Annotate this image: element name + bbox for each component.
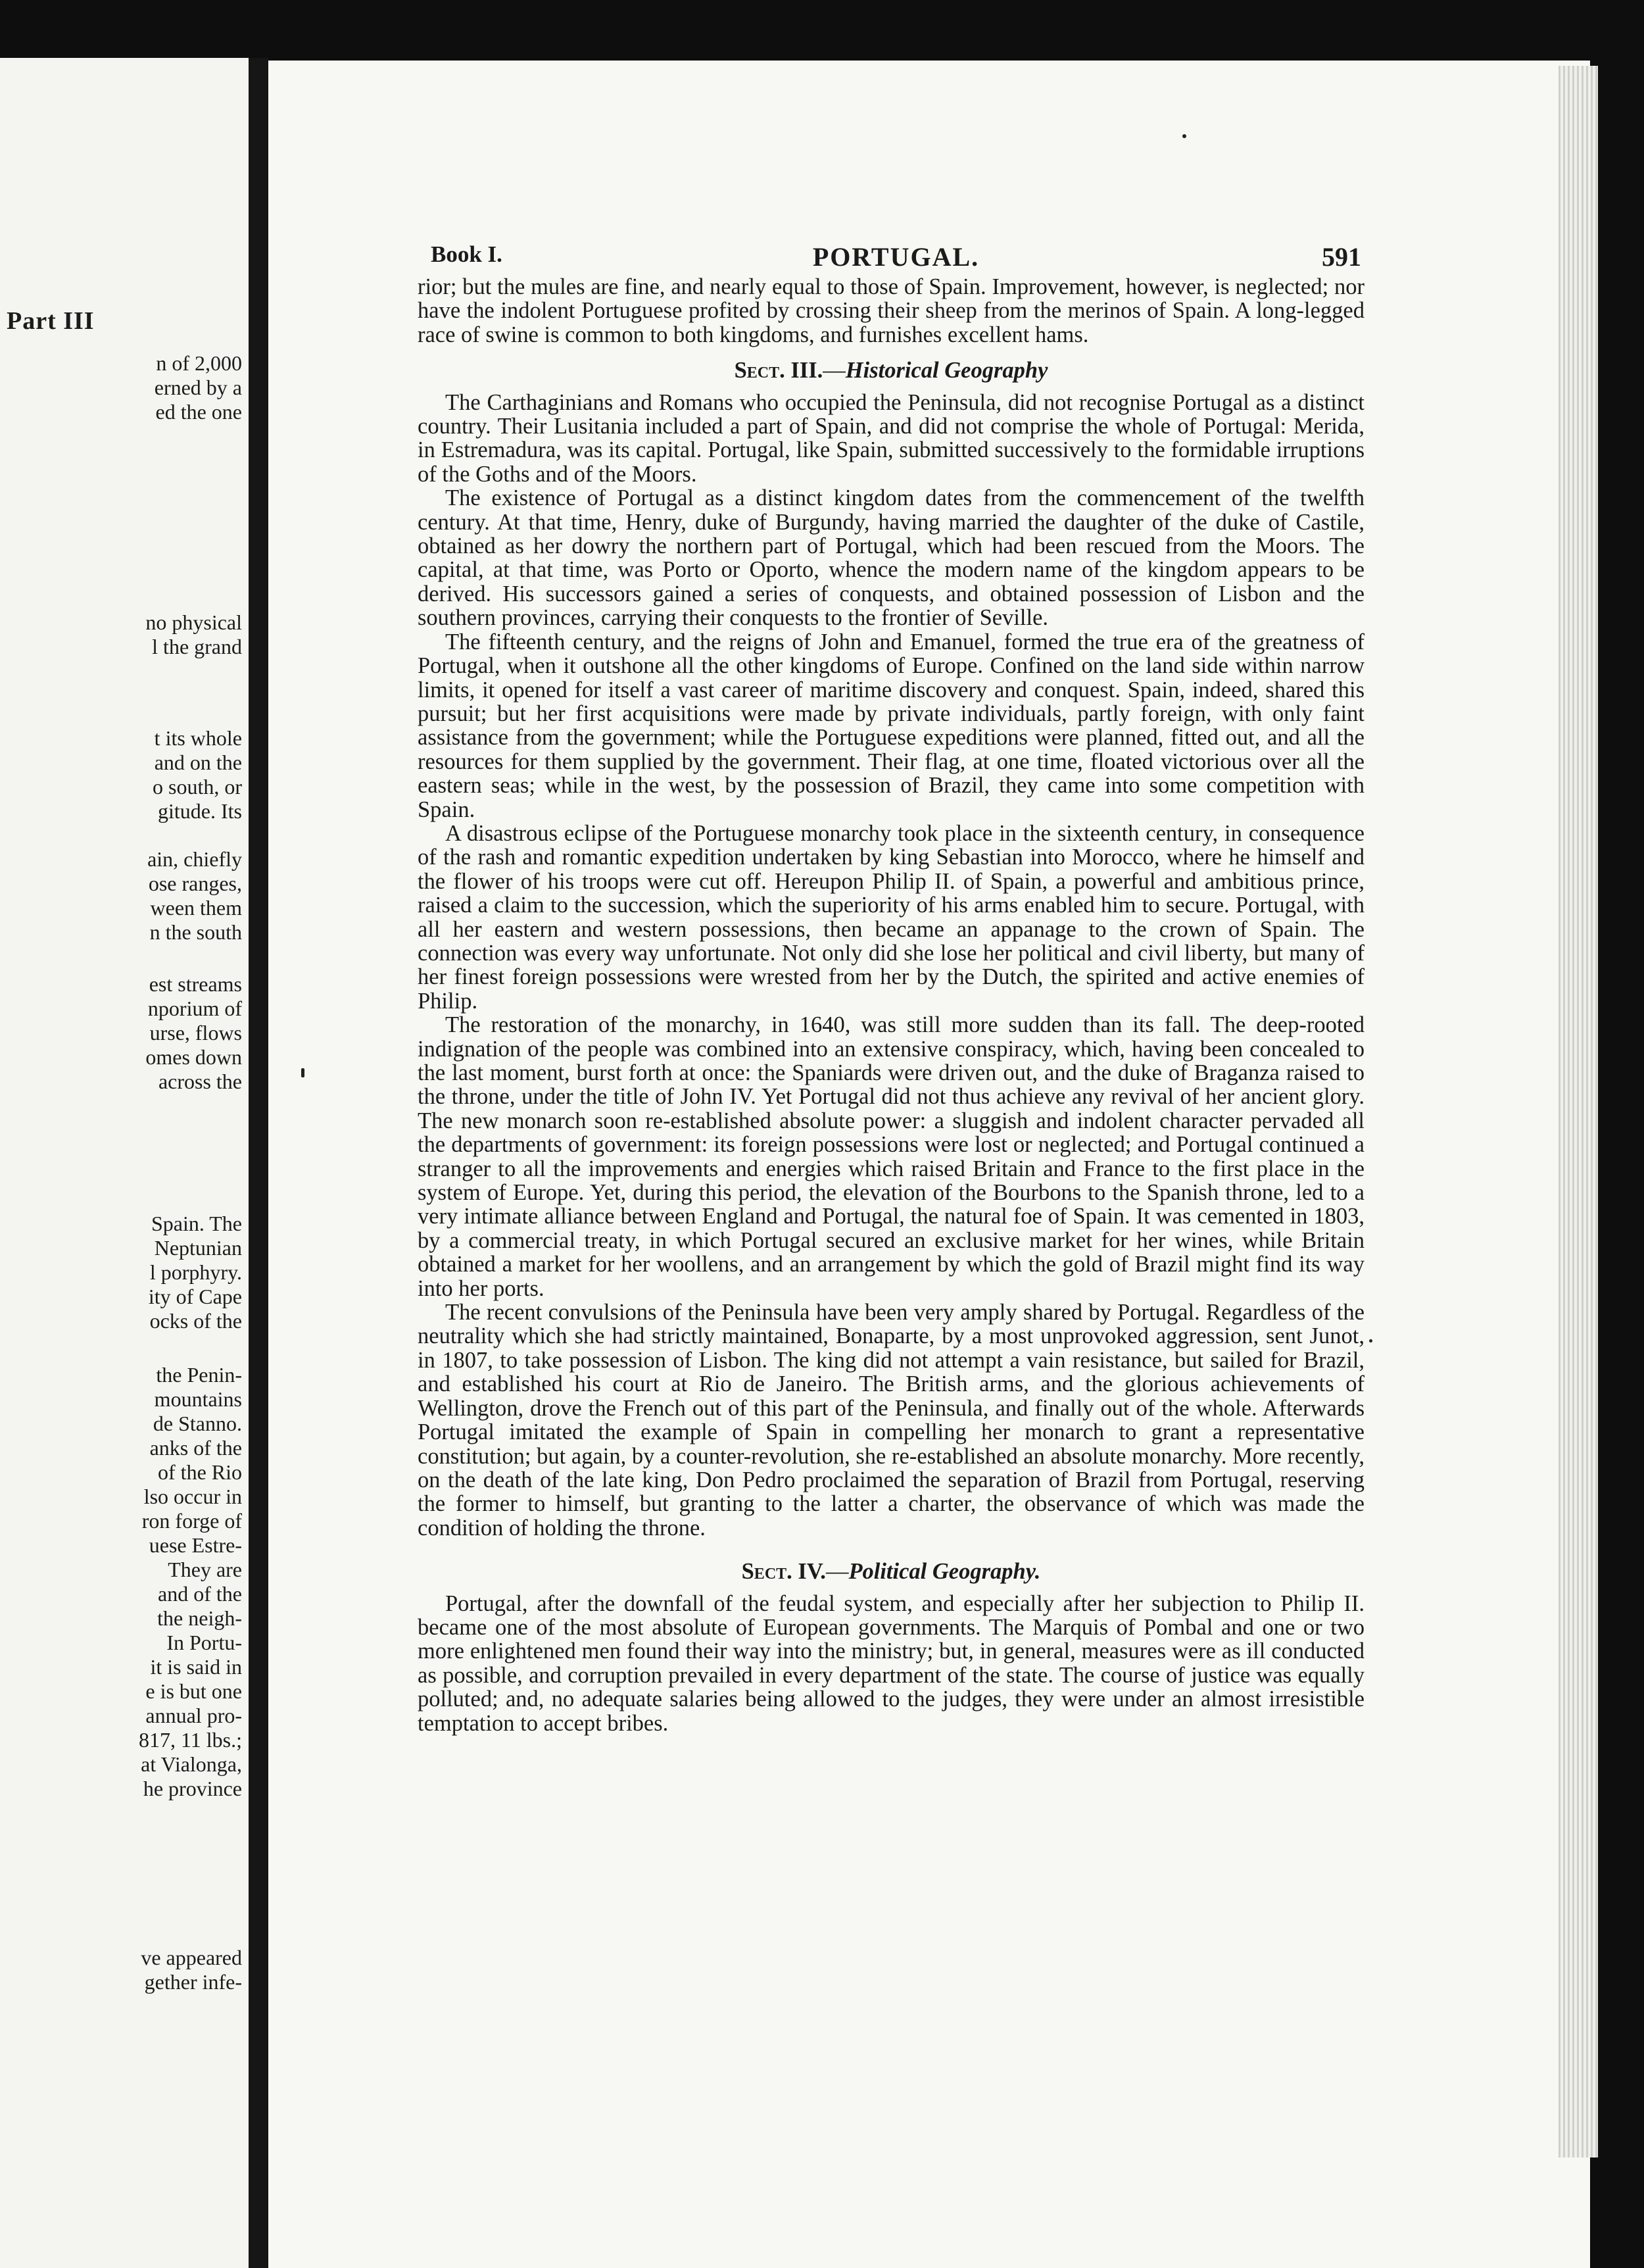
body-text — [418, 275, 1365, 1735]
section-heading: Sect. IV.—Political Geography. — [741, 1559, 1041, 1585]
section-label: Sect. III. — [734, 358, 823, 383]
paragraph: The Carthaginians and Romans who occupied the Peninsula, did not recognise Portugal as a distinct country. Their Lusitania included a part of Spain, and did not comprise the whole of Portugal: Merida, in Estremadura, was its capital. Portugal, like Spain, submitted successively to the formidable irruptions of the Goths and of the Moors. — [418, 389, 1365, 487]
text-fragment-block — [5, 610, 242, 659]
text-fragment-line: ity of Cape — [148, 1285, 242, 1308]
text-fragment-line: nporium of — [147, 997, 242, 1020]
text-fragment-line: gether infe- — [144, 1970, 242, 1994]
text-fragment-line: ocks of the — [149, 1309, 242, 1333]
text-fragment-line: ve appeared — [141, 1946, 242, 1969]
text-fragment-line: erned by a — [154, 376, 242, 399]
text-fragment-line: anks of the — [149, 1436, 242, 1460]
ink-speck — [1369, 1339, 1372, 1343]
text-fragment-line: They are — [168, 1558, 242, 1581]
book-gutter — [249, 58, 268, 2268]
text-fragment-line: est streams — [149, 972, 242, 996]
text-fragment-block — [5, 1363, 242, 1801]
text-fragment-line: it is said in — [150, 1655, 242, 1679]
text-fragment-line: 817, 11 lbs.; — [138, 1728, 242, 1752]
text-fragment-line: uese Estre- — [149, 1533, 242, 1557]
text-fragment-block — [5, 847, 242, 945]
text-fragment-line: Spain. The — [151, 1212, 242, 1235]
text-fragment-line: at Vialonga, — [141, 1752, 242, 1776]
paragraph: The existence of Portugal as a distinct kingdom dates from the commencement of the twelfth century. At that time, Henry, duke of Burgundy, having married the daughter of the duke of Castile, obtained as her dowry the northern part of Portugal, which had been rescued from the Moors. The capital, at that time, was Porto or Oporto, whence the modern name of the kingdom appears to be derived. His successors gained a series of conquests, and obtained possession of Lisbon and the southern provinces, carrying their conquests to the frontier of Seville. — [418, 485, 1365, 631]
text-fragment-line: he province — [143, 1777, 242, 1800]
text-fragment-line: the neigh- — [157, 1606, 242, 1630]
text-fragment-line: omes down — [145, 1045, 242, 1069]
text-fragment-line: urse, flows — [149, 1021, 242, 1045]
text-fragment-line: Neptunian — [154, 1236, 242, 1260]
text-fragment-line: across the — [158, 1070, 242, 1093]
text-fragment-line: and of the — [158, 1582, 242, 1606]
paragraph: Portugal, after the downfall of the feudal system, and especially after her subjection to Philip II. became one of the most absolute of European governments. The Marquis of Pombal and one or two more enlightened men found their way into the ministry; but, in general, measures were as ill conducted as possible, and corruption prevailed in every department of the state. The course of justice was equally polluted; and, no adequate salaries being allowed to the judges, they were under an almost irresistible temptation to accept bribes. — [418, 1590, 1365, 1736]
text-fragment-line: t its whole — [154, 726, 242, 750]
paragraph: The restoration of the monarchy, in 1640, was still more sudden than its fall. The deep-rooted indignation of the people was combined into an extensive conspiracy, which, having been concealed to the last moment, burst forth at once: the Spaniards were driven out, and the duke of Braganza raised to the throne, under the title of John IV. Yet Portugal did not thus achieve any revival of her ancient glory. The new monarch soon re-established absolute power: a sluggish and indolent character pervaded all the departments of government: its foreign possessions were lost or neglected; and Portugal continued a stranger to all the improvements and energies which raised Britain and France to the first place in the system of Europe. Yet, during this period, the elevation of the Bourbons to the Spanish throne, led to a very intimate alliance between England and Portugal, the natural foe of Spain. It was cemented in 1803, by a commercial treaty, in which Portugal secured an exclusive market for her wines, while Britain obtained a market for her woollens, and an arrangement by which the gold of Brazil might find its way into her ports. — [418, 1012, 1365, 1301]
running-head-book: Book I. — [431, 241, 502, 267]
text-fragment-line: ron forge of — [141, 1509, 242, 1533]
text-fragment-line: de Stanno. — [153, 1412, 242, 1435]
section-title: Political Geography. — [848, 1559, 1041, 1585]
text-fragment-line: n of 2,000 — [156, 351, 242, 375]
left-page-header: Part III — [7, 307, 95, 335]
text-fragment-line: ed the one — [155, 400, 242, 424]
page-number: 591 — [1322, 242, 1361, 272]
text-fragment-line: annual pro- — [145, 1704, 242, 1727]
text-fragment-line: e is but one — [145, 1679, 242, 1703]
text-fragment-line: o south, or — [153, 775, 242, 799]
text-fragment-line: of the Rio — [158, 1460, 242, 1484]
text-fragment-line: In Portu- — [166, 1631, 242, 1654]
text-fragment-line: mountains — [154, 1387, 242, 1411]
section-heading: Sect. III.—Historical Geography — [734, 358, 1048, 383]
text-fragment-line: l porphyry. — [149, 1260, 242, 1284]
text-fragment-block — [5, 351, 242, 424]
text-fragment-block — [5, 1212, 242, 1333]
ink-speck — [1182, 134, 1186, 138]
text-fragment-line: no physical — [145, 610, 242, 634]
running-head — [431, 241, 1361, 274]
text-fragment-line: n the south — [149, 920, 242, 944]
left-page — [0, 58, 249, 2268]
section-title: Historical Geography — [845, 358, 1048, 383]
text-fragment-line: ween them — [150, 896, 242, 920]
text-fragment-line: ose ranges, — [148, 872, 242, 895]
paragraph: The recent convulsions of the Peninsula have been very amply shared by Portugal. Regardless of the neutrality which she had strictly maintained, Bonaparte, by a most unprovoked aggression, sent Junot, in 1807, to take possession of Lisbon. The king did not attempt a vain resistance, but sailed for Brazil, and established his court at Rio de Janeiro. The British arms, and the glorious achievements of Wellington, drove the French out of this part of the Peninsula, and finally out of the whole. Afterwards Portugal imitated the example of Spain in compelling her monarch to grant a representative constitution; but again, by a counter-revolution, she re-established an absolute monarchy. More recently, on the death of the late king, Don Pedro proclaimed the separation of Brazil from Portugal, reserving the former to himself, but granting to the latter a charter, the observance of which was made the condition of holding the throne. — [418, 1300, 1365, 1541]
running-head-title: PORTUGAL. — [812, 242, 980, 272]
opening-paragraph: rior; but the mules are fine, and nearly equal to those of Spain. Improvement, however, is neglected; nor have the indolent Portuguese profited by crossing their sheep from the merinos of Spain. A long-legged race of swine is common to both kingdoms, and furnishes excellent hams. — [418, 274, 1365, 347]
text-fragment-line: and on the — [154, 751, 242, 774]
text-fragment-line: lso occur in — [143, 1485, 242, 1508]
text-fragment-line: gitude. Its — [158, 799, 242, 823]
paragraph: The fifteenth century, and the reigns of John and Emanuel, formed the true era of the greatness of Portugal, when it outshone all the other kingdoms of Europe. Confined on the land side within narrow limits, it opened for itself a vast career of maritime discovery and conquest. Spain, indeed, shared this pursuit; but her first acquisitions were made by private individuals, partly foreign, with only faint assistance from the government; while the Portuguese expeditions were planned, fitted out, and all the resources for them supplied by the government. Their flag, at one time, floated victorious over all the eastern seas; while in the west, by the possession of Brazil, they came into some competition with Spain. — [418, 629, 1365, 822]
text-fragment-line: ain, chiefly — [147, 847, 242, 871]
paragraph: A disastrous eclipse of the Portuguese monarchy took place in the sixteenth century, in consequence of the rash and romantic expedition undertaken by king Sebastian into Morocco, where he himself and the flower of his troops were cut off. Hereupon Philip II. of Spain, a powerful and ambitious prince, raised a claim to the succession, which the superiority of his arms enabled him to secure. Portugal, with all her eastern and western possessions, then became an appanage to the crown of Spain. The connection was every way unfortunate. Not only did she lose her political and civil liberty, but many of her finest foreign possessions were wrested from her by the Dutch, the spirited and active enemies of Philip. — [418, 820, 1365, 1014]
page-edges — [1559, 66, 1598, 2157]
text-fragment-block — [5, 1946, 242, 1994]
text-fragment-line: l the grand — [152, 635, 242, 658]
text-fragment-line: the Penin- — [156, 1363, 242, 1387]
text-fragment-block — [5, 726, 242, 824]
ink-speck — [301, 1068, 304, 1077]
section-label: Sect. IV. — [741, 1559, 826, 1585]
text-fragment-block — [5, 972, 242, 1094]
